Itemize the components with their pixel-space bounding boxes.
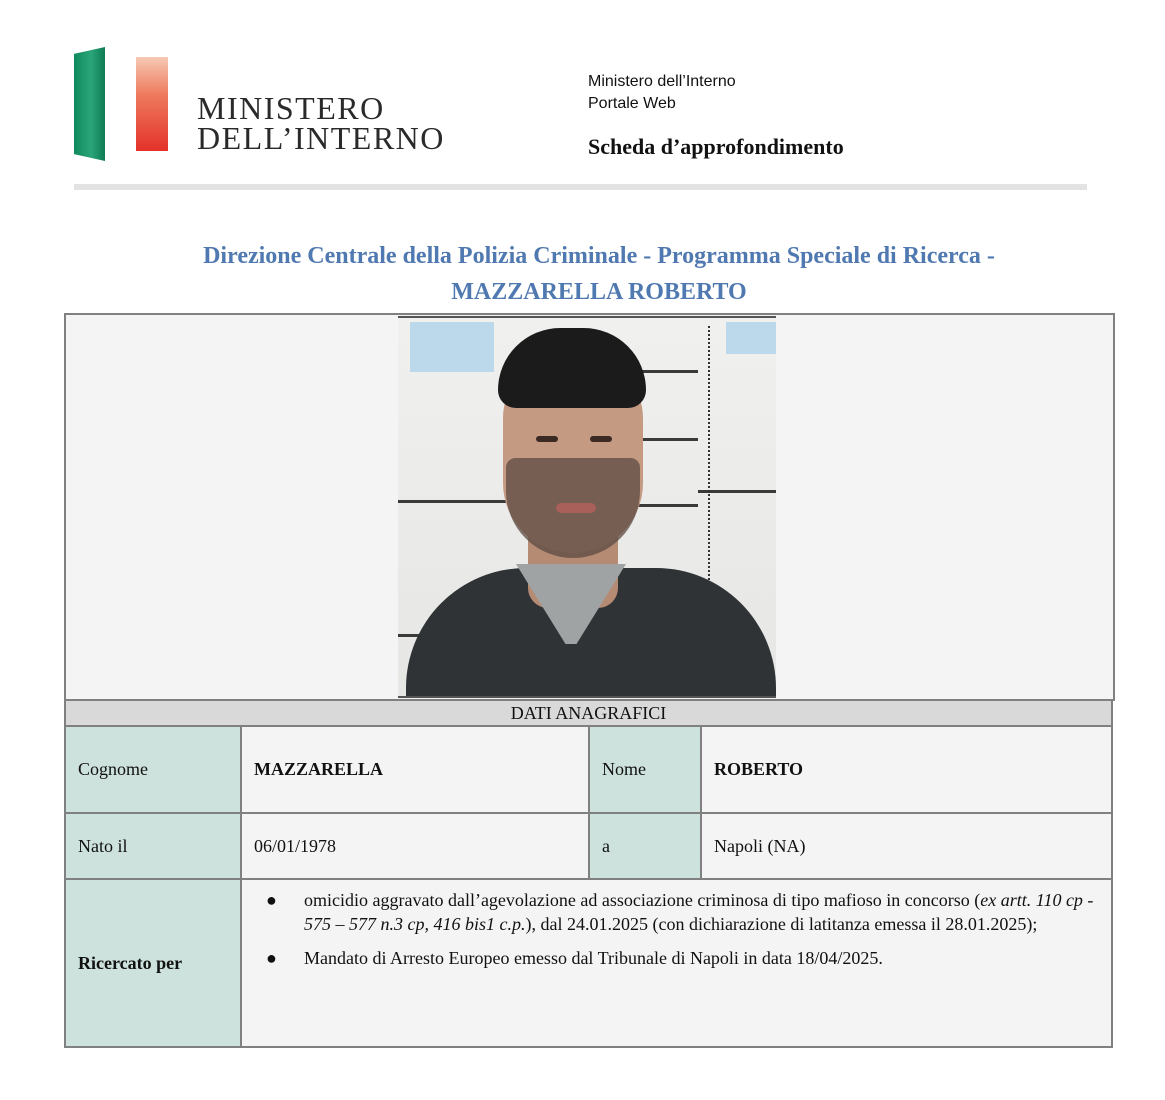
title-line2: MAZZARELLA ROBERTO [451,279,747,305]
charges-list [254,888,1099,970]
flag-red-bar-icon [136,57,168,151]
flag-green-bar-icon [74,47,105,161]
personal-data-table [64,699,1113,1048]
page-title [60,238,1138,310]
cognome-value: MAZZARELLA [241,726,589,813]
logo-line1: MINISTERO [197,90,385,126]
table-row [65,813,1112,879]
logo-text [197,90,445,156]
logo-line2: DELL’INTERNO [197,120,445,156]
nome-label: Nome [589,726,701,813]
mugshot-photo [398,316,776,698]
bullet-icon: ● [266,948,277,968]
table-row [65,726,1112,813]
header-divider [74,184,1087,190]
org-portal: Portale Web [588,95,676,112]
birthplace-value: Napoli (NA) [701,813,1112,879]
nome-value: ROBERTO [701,726,1112,813]
birth-date-value: 06/01/1978 [241,813,589,879]
height-ruler [678,326,710,596]
org-name: Ministero dell’Interno [588,73,736,90]
bullet-icon: ● [266,890,277,910]
doc-type: Scheda d’approfondimento [588,134,844,159]
charge-item: ● omicidio aggravato dall’agevolazione ad associazione criminosa di tipo mafioso in concorso (ex artt. 110 cp - 575 – 577 n.3 cp, 416 bis1 c.p.), dal 24.01.2025 (con dichiarazione di latitanza emessa il 28.01.2025); [266,890,1094,934]
charges-cell [241,879,1112,1047]
charge-item: ● Mandato di Arresto Europeo emesso dal Tribunale di Napoli in data 18/04/2025. [266,948,883,968]
nato-label: Nato il [65,813,241,879]
title-line1: Direzione Centrale della Polizia Criminale - Programma Speciale di Ricerca - [203,243,995,269]
header-org [588,71,736,115]
table-row [65,879,1112,1047]
birthplace-label: a [589,813,701,879]
ricercato-label: Ricercato per [65,879,241,1047]
cognome-label: Cognome [65,726,241,813]
section-header: DATI ANAGRAFICI [65,700,1112,726]
